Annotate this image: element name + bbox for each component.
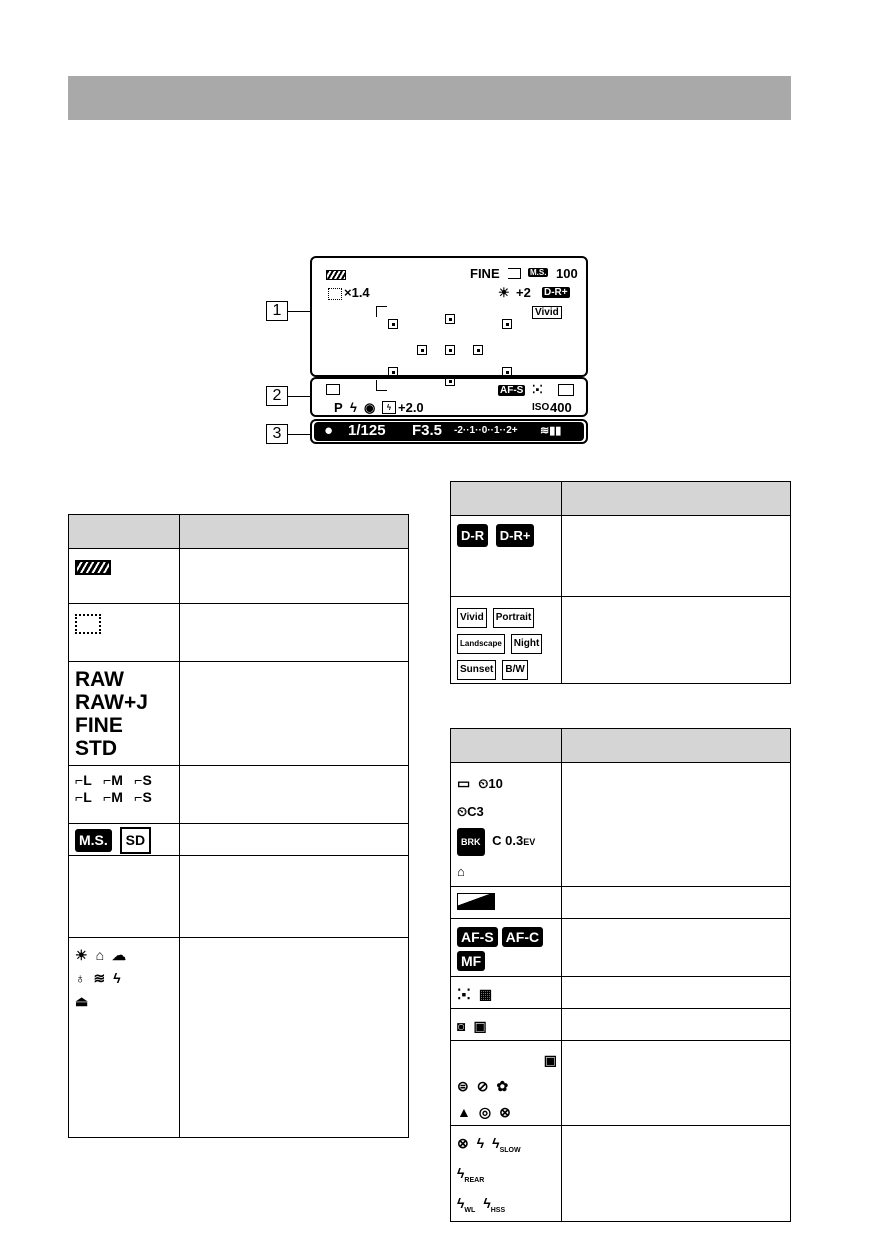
scene-sunset-icon: ◎ [478,1104,492,1120]
battery-icon [326,270,346,280]
flash-icon: ϟ [476,1135,485,1151]
table-row [69,549,409,604]
column-header-display [451,729,562,763]
flash-off-icon: ⊗ [457,1135,469,1151]
iso-value: 400 [550,400,572,415]
custom-wb-icon: ⏏ [75,993,89,1009]
image-size-icon: ⌐L [75,772,92,788]
scene-portrait-icon: ▣ [543,1052,557,1068]
column-header-indication [180,515,409,549]
flash-off-icon: ⊗ [499,1104,511,1120]
af-area-icon: ⁚▪⁚ [532,384,543,396]
hss-flash-icon: $ϟ_{HSS}$ [483,1194,506,1214]
shade-icon: ⌂ [95,947,105,963]
table-left [68,514,409,1138]
scene-macro-icon: ✿ [496,1078,509,1094]
steadyshot-icon: ≋▮▮ [540,425,562,437]
exposure-mode: P [334,400,343,415]
daylight-wb-icon: ☀ [498,285,510,300]
table-row [451,597,791,684]
dro-icon: D-R [457,524,488,547]
battery-icon [75,560,111,575]
ev-scale: -2··1··0··1··2+ [454,425,518,436]
table-row [69,662,409,766]
scene-landscape-icon: ▲ [457,1104,471,1120]
column-header-indication [562,482,791,516]
exposure-status-bar [314,422,584,441]
leader-line-2 [288,396,310,397]
smart-zoom-icon [328,288,342,300]
af-point [473,345,483,355]
flash-wb-icon: ϟ [113,970,121,986]
bracket-icon: BRK [457,828,485,856]
style-landscape: Landscape [457,634,505,654]
self-timer-c3: ⏲C3 [457,804,484,819]
memory-card-icon: M.S. [530,268,547,277]
remote-commander-icon: ⌂ [457,864,465,879]
table-right-bottom [450,728,791,1222]
mf-icon: MF [457,951,485,971]
label-3: 3 [266,424,288,444]
lcd-monitor-diagram [310,256,586,444]
table-row: ▭ ⏲10 ⏲C3 BRK C 0.3EV ⌂ [451,763,791,887]
rear-sync-icon: $ϟ_{REAR}$ [457,1164,485,1184]
image-size-icon: ⌐S [134,772,152,788]
panorama-size-icon: ⌐M [103,789,123,805]
quality-raw: RAW [75,668,124,691]
table-row [69,938,409,1138]
table-row [69,824,409,856]
spot-af-area-icon: ⁚▪⁚ [457,986,471,1002]
dro-advanced-icon: D-R+ [496,524,535,547]
memory-stick-icon: M.S. [75,829,112,852]
shutter-speed: 1/125 [348,422,386,439]
red-eye-icon: ◉ [364,400,376,415]
style-vivid: Vivid [457,608,487,628]
smart-zoom-icon [75,614,101,634]
zoom-value: ×1.4 [344,285,370,300]
table-row [451,977,791,1009]
quality-raw-j: RAW+J [75,691,148,714]
wide-af-area-icon: ▦ [478,986,493,1002]
table-row [69,766,409,824]
self-timer-10: ⏲10 [478,776,503,791]
panorama-size-icon: ⌐S [134,789,152,805]
style-portrait: Portrait [493,608,535,628]
af-c-icon: AF-C [502,927,543,947]
creative-style-indicator: Vivid [532,306,562,319]
multi-metering-icon: ◙ [457,1018,466,1034]
iso-label: ISO [532,402,550,413]
sd-card-icon: SD [120,827,151,854]
table-right-top [450,481,791,684]
quality-fine: FINE [75,714,123,737]
af-point [445,314,455,324]
flash-compensation-value: +2.0 [398,400,424,415]
style-bw: B/W [502,660,527,680]
table-row [451,887,791,919]
wireless-flash-icon: $ϟ_{WL}$ [457,1194,476,1214]
flash-icon: ϟ [350,400,357,415]
aperture-value: F3.5 [412,422,443,439]
quality-std: STD [75,737,117,760]
scene-action-icon: ⊘ [476,1078,489,1094]
label-2: 2 [266,386,288,406]
table-row [451,1009,791,1041]
dro-indicator: D-R+ [544,287,568,298]
scene-sports-icon: ⊜ [457,1078,469,1094]
slow-sync-icon: $ϟ_{SLOW}$ [492,1135,521,1154]
tungsten-icon: ♁ [75,970,86,986]
table-row [451,1126,791,1222]
table-row [451,516,791,597]
column-header-display [451,482,562,516]
af-point [417,345,427,355]
cloudy-icon: ☁ [112,947,127,963]
leader-line-3 [288,434,310,435]
style-night: Night [511,634,543,654]
drive-mode-icon [326,384,340,395]
focus-mode-indicator: AF-S [500,385,524,396]
spot-metering-icon: ▣ [473,1018,487,1034]
af-point [445,376,455,386]
column-header-display [69,515,180,549]
table-row [69,856,409,938]
table-row [69,604,409,662]
section-header-bar [68,76,791,120]
af-point [388,319,398,329]
image-size-icon: ⌐M [103,772,123,788]
flash-compensation-icon: ϟ [382,401,396,414]
af-frame-corner [376,306,387,317]
af-s-icon: AF-S [457,927,498,947]
shots-remaining: 100 [556,266,578,281]
continuous-drive-icon: ▭ [457,775,471,791]
label-1: 1 [266,301,288,321]
af-point [502,319,512,329]
focus-confirm-icon: ● [324,422,334,439]
af-point [445,345,455,355]
table-row [451,1041,791,1126]
af-point [388,367,398,377]
image-size-icon [508,268,521,279]
daylight-icon: ☀ [75,947,88,963]
column-header-indication [562,729,791,763]
panorama-size-icon: ⌐L [75,789,92,805]
metering-mode-icon [558,384,574,396]
af-frame-corner [376,380,387,391]
style-sunset: Sunset [457,660,496,680]
histogram-icon [457,893,495,910]
quality-text: FINE [470,266,500,281]
table-row [451,919,791,977]
fluorescent-icon: ≋ [93,970,106,986]
af-point [502,367,512,377]
wb-adjust-value: +2 [516,285,531,300]
leader-line-1 [288,311,310,312]
